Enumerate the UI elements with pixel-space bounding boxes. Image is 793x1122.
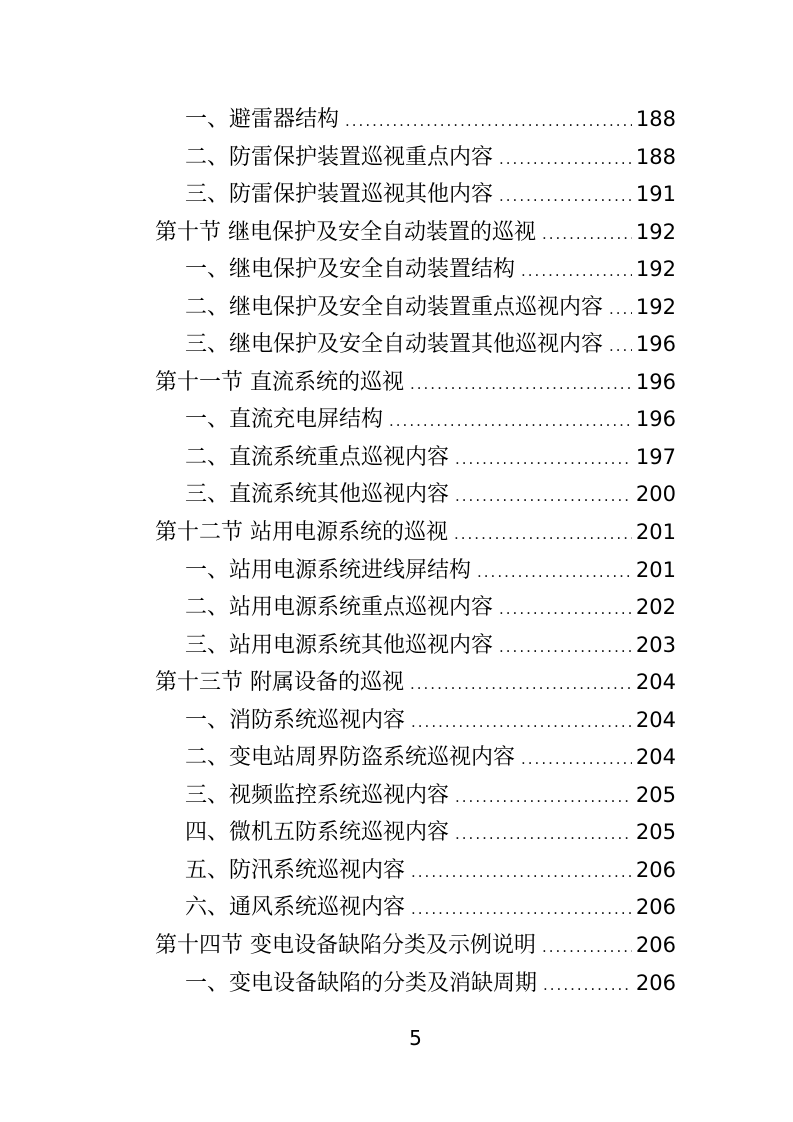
- toc-entry-label: 六、通风系统巡视内容: [185, 895, 406, 921]
- toc-entry[interactable]: [155, 589, 676, 627]
- toc-entry-page: 188: [635, 144, 676, 169]
- footer-page-number: 5: [409, 1026, 422, 1050]
- dot-leader: [345, 103, 632, 141]
- dot-leader: [455, 816, 632, 854]
- dot-leader: [477, 554, 632, 592]
- toc-entry-page: 196: [635, 369, 676, 394]
- toc-entry-label: 三、视频监控系统巡视内容: [185, 782, 450, 808]
- toc-entry-label: 二、继电保护及安全自动装置重点巡视内容: [185, 294, 604, 320]
- dot-leader: [411, 891, 632, 929]
- toc-entry-label: 二、防雷保护装置巡视重点内容: [185, 144, 494, 170]
- toc-entry-page: 188: [635, 107, 676, 131]
- toc-entry-label: 二、直流系统重点巡视内容: [185, 444, 450, 470]
- toc-entry[interactable]: [155, 439, 676, 477]
- toc-entry-page: 203: [635, 632, 676, 657]
- toc-entry-page: 204: [635, 745, 676, 770]
- toc-entry-page: 205: [635, 782, 676, 807]
- toc-entry-page: 192: [635, 257, 676, 282]
- toc-entry-label: 一、继电保护及安全自动装置结构: [185, 257, 516, 283]
- toc-entry[interactable]: [155, 814, 676, 852]
- dot-leader: [499, 141, 632, 179]
- toc-entry[interactable]: [155, 476, 676, 514]
- toc-entry[interactable]: [155, 777, 676, 815]
- toc-entry[interactable]: [155, 889, 676, 927]
- toc-entry-label: 一、变电设备缺陷的分类及消缺周期: [185, 970, 538, 996]
- dot-leader: [411, 704, 632, 742]
- toc-entry-page: 204: [635, 670, 676, 695]
- dot-leader: [521, 253, 632, 291]
- dot-leader: [542, 929, 632, 967]
- dot-leader: [499, 591, 632, 629]
- toc-entry-label: 三、继电保护及安全自动装置其他巡视内容: [185, 332, 604, 358]
- dot-leader: [410, 666, 632, 704]
- toc-entry-page: 196: [635, 407, 676, 432]
- dot-leader: [499, 178, 632, 216]
- toc-entry-page: 197: [635, 444, 676, 469]
- dot-leader: [542, 216, 632, 254]
- toc-entry-page: 196: [635, 332, 676, 357]
- toc-entry-page: 206: [635, 857, 676, 882]
- toc-entry[interactable]: [155, 852, 676, 890]
- toc-entry-page: 191: [635, 182, 676, 207]
- dot-leader: [455, 478, 632, 516]
- toc-entry-page: 192: [635, 294, 676, 319]
- dot-leader: [499, 629, 632, 667]
- toc-entry-page: 192: [635, 219, 676, 244]
- toc-entry-label: 第十四节 变电设备缺陷分类及示例说明: [155, 933, 536, 959]
- toc-entry-label: 第十节 继电保护及安全自动装置的巡视: [155, 219, 536, 245]
- dot-leader: [521, 741, 632, 779]
- toc-entry-page: 202: [635, 595, 676, 620]
- toc-entry[interactable]: [155, 664, 676, 702]
- toc-entry-label: 一、避雷器结构: [185, 107, 340, 132]
- dot-leader: [609, 291, 632, 329]
- toc-entry-label: 三、防雷保护装置巡视其他内容: [185, 182, 494, 208]
- toc-entry[interactable]: [155, 401, 676, 439]
- toc-entry-label: 二、站用电源系统重点巡视内容: [185, 595, 494, 621]
- toc-entry[interactable]: [155, 176, 676, 214]
- dot-leader: [455, 441, 632, 479]
- toc-entry-page: 201: [635, 557, 676, 582]
- toc-entry[interactable]: [155, 627, 676, 665]
- toc-entry-label: 一、站用电源系统进线屏结构: [185, 557, 472, 583]
- toc-entry-page: 201: [635, 520, 676, 545]
- toc-entry-page: 200: [635, 482, 676, 507]
- toc-entry[interactable]: [155, 251, 676, 289]
- toc-entry[interactable]: [155, 965, 676, 1003]
- dot-leader: [411, 854, 632, 892]
- toc-list: [155, 101, 676, 1002]
- toc-entry[interactable]: [155, 514, 676, 552]
- toc-entry[interactable]: [155, 289, 676, 327]
- toc-entry-label: 五、防汛系统巡视内容: [185, 857, 406, 883]
- toc-entry-label: 第十一节 直流系统的巡视: [155, 369, 404, 395]
- toc-entry-label: 四、微机五防系统巡视内容: [185, 820, 450, 846]
- dot-leader: [543, 967, 632, 1005]
- toc-entry-page: 206: [635, 970, 676, 995]
- toc-entry-page: 206: [635, 933, 676, 958]
- toc-entry[interactable]: [155, 214, 676, 252]
- toc-entry[interactable]: [155, 739, 676, 777]
- toc-entry[interactable]: [155, 101, 676, 139]
- toc-entry-label: 一、直流充电屏结构: [185, 407, 384, 433]
- toc-entry-page: 206: [635, 895, 676, 920]
- toc-entry[interactable]: [155, 702, 676, 740]
- dot-leader: [455, 779, 632, 817]
- toc-entry-label: 一、消防系统巡视内容: [185, 707, 406, 733]
- toc-entry-label: 二、变电站周界防盗系统巡视内容: [185, 745, 516, 771]
- toc-entry[interactable]: [155, 326, 676, 364]
- toc-entry-label: 第十三节 附属设备的巡视: [155, 670, 404, 696]
- toc-entry[interactable]: [155, 139, 676, 177]
- toc-entry-label: 三、站用电源系统其他巡视内容: [185, 632, 494, 658]
- dot-leader: [609, 328, 632, 366]
- toc-entry[interactable]: [155, 364, 676, 402]
- toc-entry-page: 205: [635, 820, 676, 845]
- toc-entry-page: 204: [635, 707, 676, 732]
- toc-entry[interactable]: [155, 927, 676, 965]
- toc-entry[interactable]: [155, 552, 676, 590]
- toc-entry-label: 第十二节 站用电源系统的巡视: [155, 520, 448, 546]
- dot-leader: [389, 403, 632, 441]
- dot-leader: [454, 516, 632, 554]
- dot-leader: [410, 366, 632, 404]
- toc-entry-label: 三、直流系统其他巡视内容: [185, 482, 450, 508]
